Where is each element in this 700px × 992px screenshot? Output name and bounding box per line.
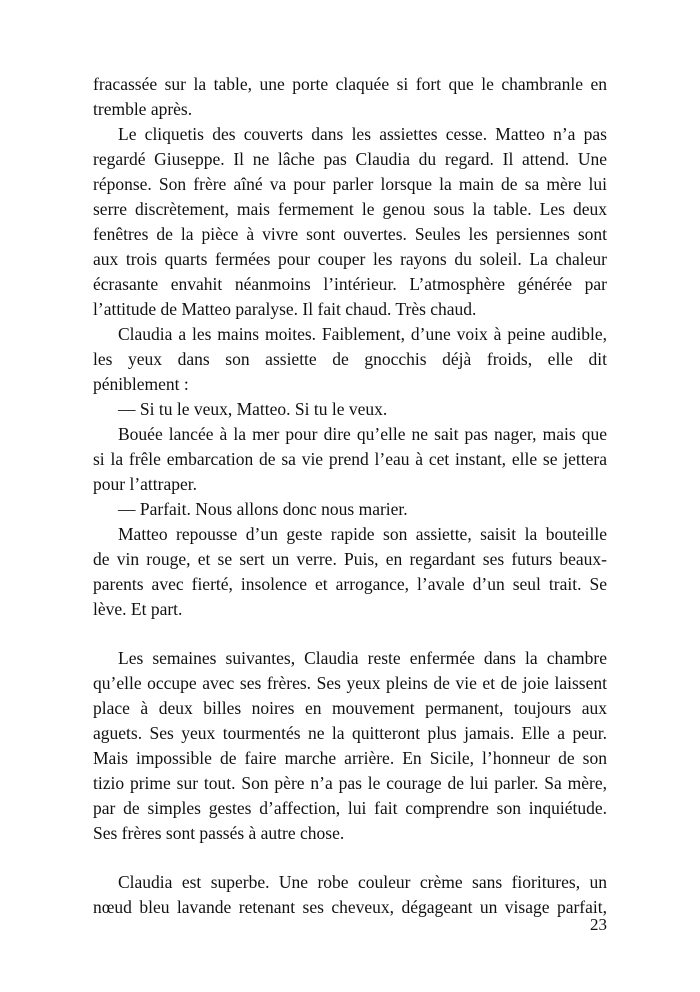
text-line: si la frêle embarcation de sa vie prend l’eau à cet instant, elle se jettera [93,449,607,469]
text-line: qu’elle occupe avec ses frères. Ses yeux pleins de vie et de joie laissent [93,673,607,693]
text-line: tizio prime sur tout. Son père n’a pas le courage de lui parler. Sa mère, [93,773,607,793]
text-line: l’attitude de Matteo paralyse. Il fait chaud. Très chaud. [93,299,477,319]
text-line: Mais impossible de faire marche arrière. En Sicile, l’honneur de son [93,748,607,768]
text-line: fenêtres de la pièce à vivre sont ouvertes. Seules les persiennes sont [93,224,607,244]
text-line: tremble après. [93,99,193,119]
text-line: réponse. Son frère aîné va pour parler lorsque la main de sa mère lui [93,174,607,194]
blank-line [93,622,607,646]
text-line: Claudia a les mains moites. Faiblement, d’une voix à peine audible, [118,324,607,344]
text-line: les yeux dans son assiette de gnocchis déjà froids, elle dit [93,349,607,369]
blank-line [93,846,607,870]
page-number: 23 [590,915,607,934]
text-line: Ses frères sont passés à autre chose. [93,823,345,843]
body-text [93,72,607,920]
text-line: Les semaines suivantes, Claudia reste enfermée dans la chambre [118,648,607,668]
text-line: Claudia est superbe. Une robe couleur crème sans fioritures, un [118,872,607,892]
text-line: Le cliquetis des couverts dans les assiettes cesse. Matteo n’a pas [118,124,607,144]
text-line: place à deux billes noires en mouvement permanent, toujours aux [93,698,607,718]
text-line: aguets. Ses yeux tourmentés ne la quitteront plus jamais. Elle a peur. [93,723,607,743]
text-line: Bouée lancée à la mer pour dire qu’elle ne sait pas nager, mais que [118,424,607,444]
text-line: péniblement : [93,374,189,394]
text-line: par de simples gestes d’affection, lui fait comprendre son inquiétude. [93,798,607,818]
text-line: fracassée sur la table, une porte claquée si fort que le chambranle en [93,74,607,94]
text-line: nœud bleu lavande retenant ses cheveux, dégageant un visage parfait, [93,897,607,917]
text-line: Matteo repousse d’un geste rapide son assiette, saisit la bouteille [118,524,607,544]
text-line: pour l’attraper. [93,474,197,494]
text-line: — Parfait. Nous allons donc nous marier. [118,499,408,519]
text-line: regardé Giuseppe. Il ne lâche pas Claudia du regard. Il attend. Une [93,149,607,169]
text-line: — Si tu le veux, Matteo. Si tu le veux. [118,399,388,419]
text-line: écrasante envahit néanmoins l’intérieur. L’atmosphère générée par [93,274,607,294]
text-line: parents avec fierté, insolence et arrogance, l’avale d’un seul trait. Se [93,574,607,594]
text-line: serre discrètement, mais fermement le genou sous la table. Les deux [93,199,607,219]
text-line: de vin rouge, et se sert un verre. Puis, en regardant ses futurs beaux- [93,549,607,569]
text-line: lève. Et part. [93,599,183,619]
text-line: aux trois quarts fermées pour couper les rayons du soleil. La chaleur [93,249,607,269]
